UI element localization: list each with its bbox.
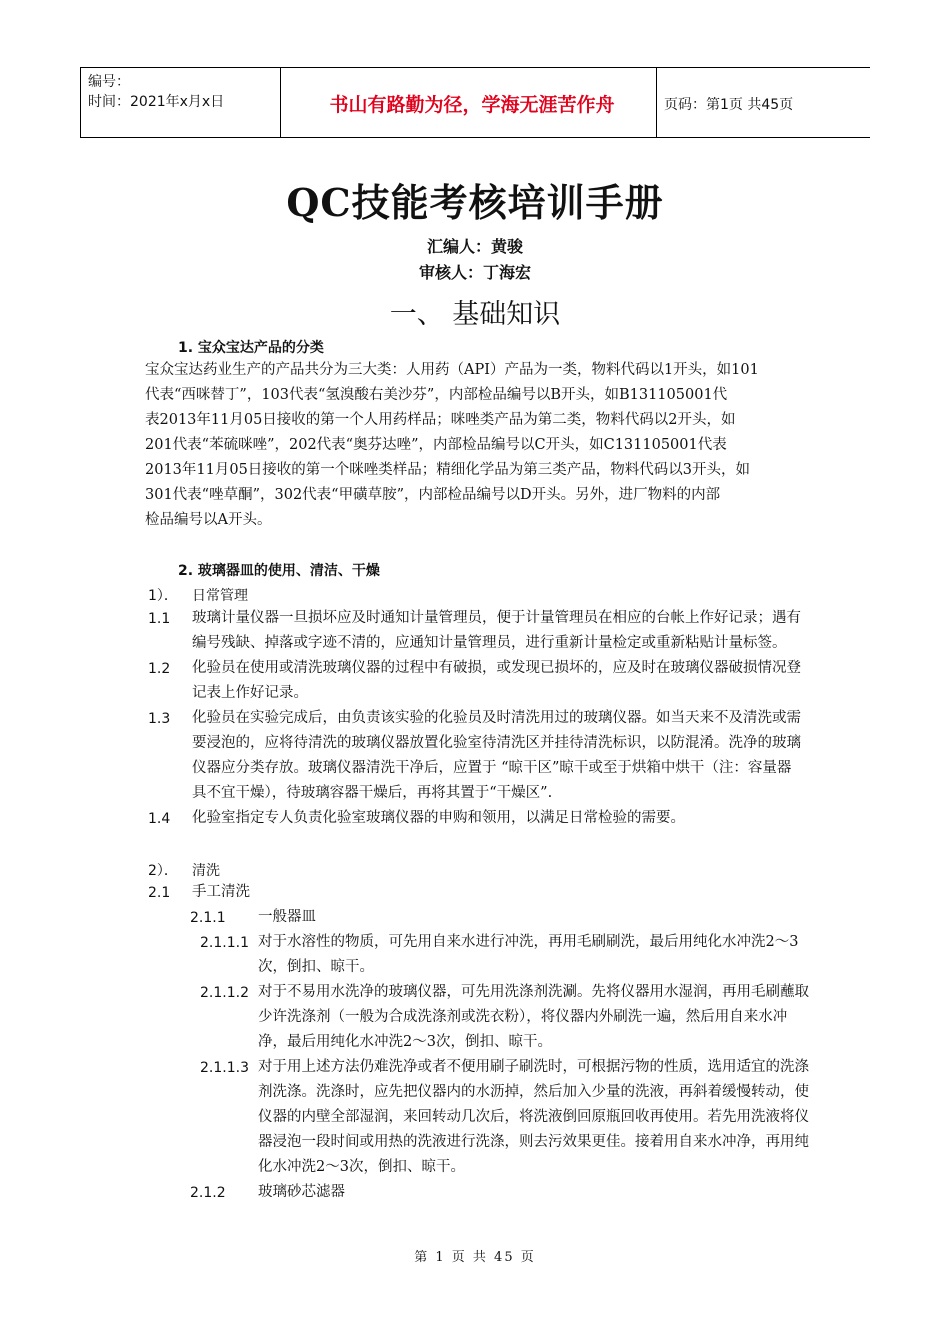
compiler: 汇编人：黄骏 [426, 237, 523, 256]
text-line: 少许洗涤剂（一般为合成洗涤剂或洗衣粉），将仪器内外刷洗一遍，然后用自来水冲 [258, 1009, 788, 1025]
item-text [192, 656, 872, 706]
text-line: 玻璃计量仪器一旦损坏应及时通知计量管理员，便于计量管理员在相应的台帐上作好记录；遇有 [192, 610, 801, 626]
item-number: 2.1.1.1 [200, 935, 249, 951]
text-line: 化水冲洗2～3次，倒扣、晾干。 [258, 1159, 465, 1175]
page-label: 页码：第1页 共45页 [664, 97, 794, 113]
item-number: 1.2 [148, 661, 171, 677]
text-line: 化验室指定专人负责化验室玻璃仪器的申购和领用，以满足日常检验的需要。 [192, 810, 685, 826]
text-line: 要浸泡的，应将待清洗的玻璃仪器放置化验室待清洗区并挂待清洗标识，以防混淆。洗净的玻璃 [192, 735, 801, 751]
text-line: 仪器的内壁全部湿润，来回转动几次后，将洗液倒回原瓶回收再使用。若先用洗液将仪 [258, 1109, 809, 1125]
item-text [258, 980, 898, 1055]
text-line: 代表“西咪替丁”，103代表“氢溴酸右美沙芬”，内部检品编号以B开头，如B131105001代 [145, 387, 728, 403]
section-heading: 1. 宝众宝达产品的分类 [178, 340, 324, 356]
item-text [258, 930, 898, 980]
text-line: 记表上作好记录。 [192, 685, 308, 701]
subsection-number: 2）． [148, 863, 178, 879]
item-title: 一般器皿 [258, 909, 316, 925]
number-label: 编号： [88, 74, 130, 90]
text-line: 表2013年11月05日接收的第一个人用药样品；咪唑类产品为第二类，物料代码以2开头，如 [145, 412, 736, 428]
item-number: 1.4 [148, 811, 171, 827]
header-table [80, 67, 870, 138]
motto: 书山有路勤为径，学海无涯苦作舟 [329, 94, 615, 116]
text-line: 201代表“苯硫咪唑”，202代表“奥芬达唑”，内部检品编号以C开头，如C131105001代表 [145, 437, 727, 453]
text-line: 化验员在实验完成后，由负责该实验的化验员及时清洗用过的玻璃仪器。如当天来不及清洗或需 [192, 710, 801, 726]
text-line: 器浸泡一段时间或用热的洗液进行洗涤，则去污效果更佳。接着用自来水冲净，再用纯 [258, 1134, 809, 1150]
text-line: 对于用上述方法仍难洗净或者不便用刷子刷洗时，可根据污物的性质，选用适宜的洗涤 [258, 1059, 809, 1075]
text-line: 具不宜干燥），待玻璃容器干燥后，再将其置于“干燥区”. [192, 785, 553, 801]
text-line: 净，最后用纯化水冲洗2～3次，倒扣、晾干。 [258, 1034, 552, 1050]
section1-paragraph [145, 358, 865, 533]
item-number: 2.1 [148, 885, 171, 901]
header-left [88, 72, 224, 112]
item-number: 2.1.2 [190, 1185, 226, 1201]
text-line: 剂洗涤。洗涤时，应先把仪器内的水沥掉，然后加入少量的洗液，再斜着缓慢转动，使 [258, 1084, 809, 1100]
subsection-title: 日常管理 [192, 588, 248, 604]
item-text [192, 706, 872, 806]
subsection-number: 1）． [148, 588, 178, 604]
subsection-title: 清洗 [192, 863, 220, 879]
item-text [192, 806, 872, 831]
text-line: 次，倒扣、晾干。 [258, 959, 374, 975]
time-label: 时间：2021年x月x日 [88, 94, 225, 110]
text-line: 301代表“唑草酮”，302代表“甲磺草胺”，内部检品编号以D开头。另外，进厂物料的内部 [145, 487, 721, 503]
reviewer: 审核人：丁海宏 [418, 263, 531, 282]
item-title: 玻璃砂芯滤器 [258, 1184, 345, 1200]
text-line: 仪器应分类存放。玻璃仪器清洗干净后，应置于 “晾干区”晾干或至于烘箱中烘干（注：容量器 [192, 760, 792, 776]
text-line: 检品编号以A开头。 [145, 512, 272, 528]
item-text [258, 1055, 898, 1180]
chapter-heading: 一、 基础知识 [389, 299, 561, 330]
item-text [192, 606, 872, 656]
item-number: 2.1.1 [190, 910, 226, 926]
page-footer: 第 1 页 共 45 页 [414, 1250, 536, 1265]
text-line: 对于水溶性的物质，可先用自来水进行冲洗，再用毛刷刷洗，最后用纯化水冲洗2～3 [258, 934, 799, 950]
item-number: 2.1.1.2 [200, 985, 249, 1001]
item-number: 2.1.1.3 [200, 1060, 249, 1076]
text-line: 对于不易用水洗净的玻璃仪器，可先用洗涤剂洗涮。先将仪器用水湿润，再用毛刷蘸取 [258, 984, 809, 1000]
item-title: 手工清洗 [192, 884, 250, 900]
page-title: QC技能考核培训手册 [286, 180, 664, 225]
section-heading: 2. 玻璃器皿的使用、清洁、干燥 [178, 563, 380, 579]
item-number: 1.3 [148, 711, 171, 727]
text-line: 编号残缺、掉落或字迹不清的，应通知计量管理员，进行重新计量检定或重新粘贴计量标签。 [192, 635, 787, 651]
item-number: 1.1 [148, 611, 171, 627]
text-line: 2013年11月05日接收的第一个咪唑类样品；精细化学品为第三类产品，物料代码以3开头，如 [145, 462, 751, 478]
text-line: 宝众宝达药业生产的产品共分为三大类：人用药（API）产品为一类，物料代码以1开头，如101 [145, 362, 759, 378]
text-line: 化验员在使用或清洗玻璃仪器的过程中有破损，或发现已损坏的，应及时在玻璃仪器破损情况登 [192, 660, 801, 676]
